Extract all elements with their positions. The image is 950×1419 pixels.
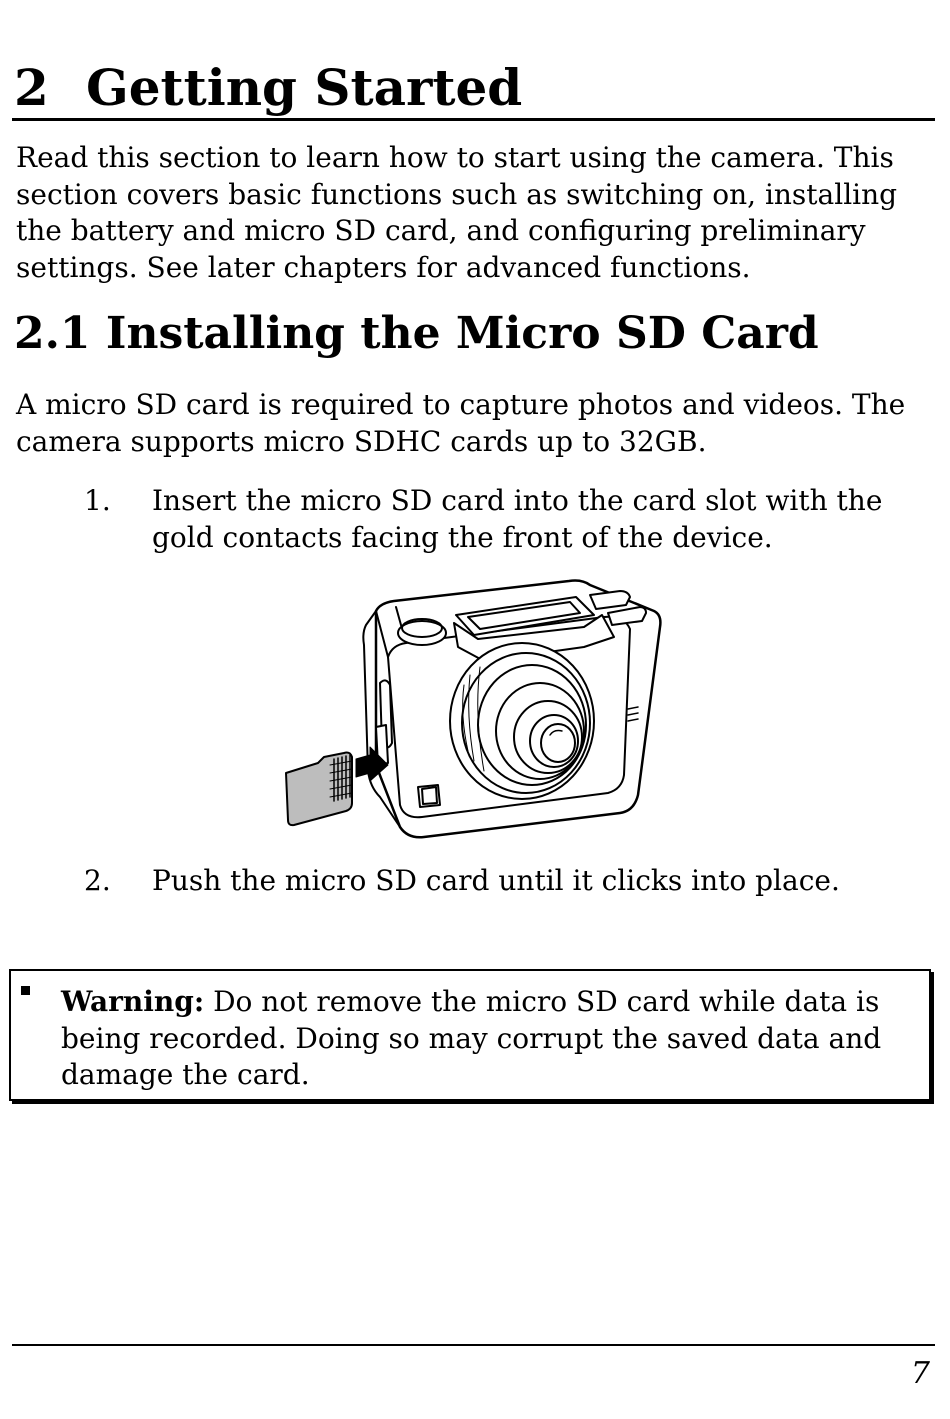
- chapter-title-text: Getting Started: [86, 58, 523, 117]
- chapter-title-rule: [12, 118, 935, 121]
- chapter-intro-paragraph: Read this section to learn how to start using the camera. This section covers basic functions such as switching on, installing the battery and micro SD card, and configuring preliminary settings. See later chapters for advanced functions.: [16, 141, 898, 284]
- step-item-2: [84, 863, 924, 900]
- micro-sd-card-icon: [286, 753, 352, 826]
- chapter-number: 2: [14, 58, 49, 117]
- warning-label: Warning:: [61, 985, 205, 1018]
- section-title: 2.1 Installing the Micro SD Card: [14, 308, 819, 359]
- warning-text: [61, 984, 929, 1094]
- chapter-title: [14, 58, 522, 118]
- step-text: Insert the micro SD card into the card slot with the gold contacts facing the front of the device.: [152, 484, 883, 554]
- footer-rule: [12, 1344, 935, 1346]
- bullet-square-icon: [21, 986, 30, 995]
- step-number: 2.: [84, 864, 111, 897]
- warning-body: Do not remove the micro SD card while data is being recorded. Doing so may corrupt the saved data and damage the card.: [61, 985, 882, 1091]
- camera-body-icon: [363, 581, 660, 838]
- section-intro-paragraph: A micro SD card is required to capture photos and videos. The camera supports micro SDHC cards up to 32GB.: [16, 388, 906, 458]
- step-number: 1.: [84, 484, 111, 517]
- page-number: 7: [910, 1356, 930, 1391]
- step-text: Push the micro SD card until it clicks into place.: [152, 864, 840, 897]
- warning-box: [9, 969, 931, 1101]
- step-item-1: [84, 483, 924, 556]
- camera-sd-card-illustration: [284, 575, 664, 843]
